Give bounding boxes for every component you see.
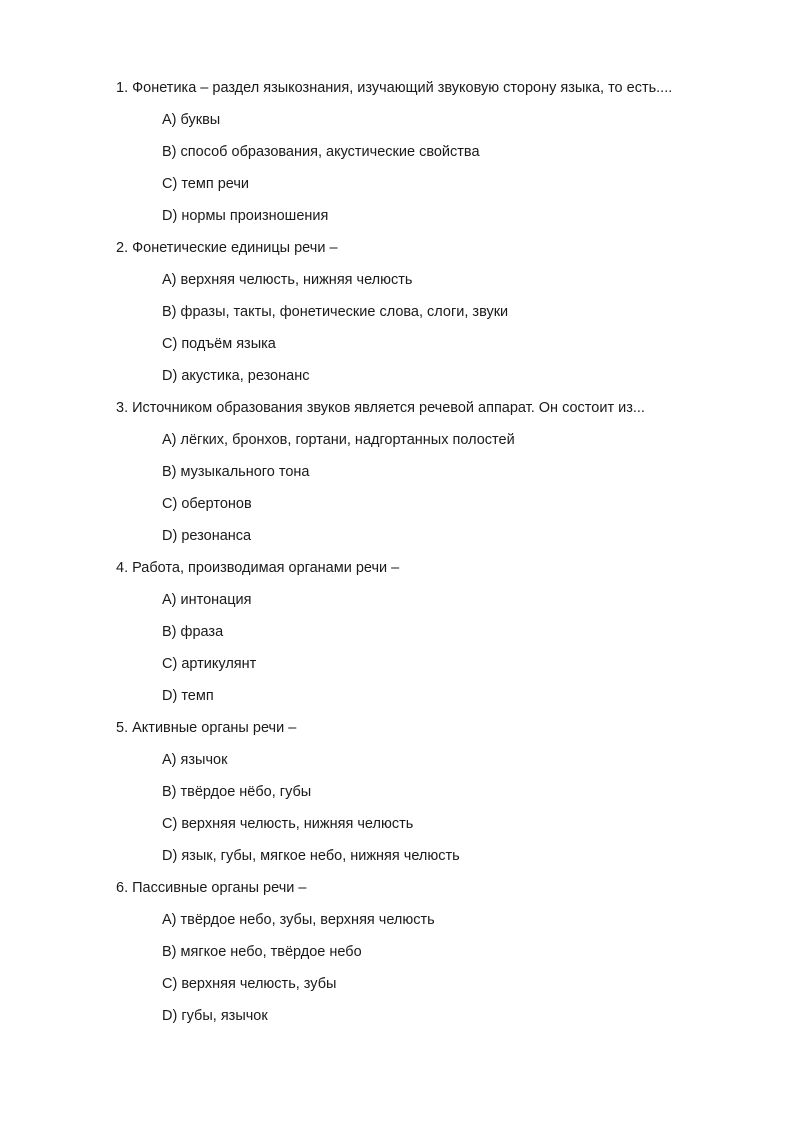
question-text: 6. Пассивные органы речи – [116,880,307,896]
question-block [116,717,756,877]
answer-option: С) подъём языка [162,336,276,352]
question-block [116,557,756,717]
answer-option: В) способ образования, акустические свойства [162,144,480,160]
answer-option: А) верхняя челюсть, нижняя челюсть [162,272,413,288]
answer-option: D) язык, губы, мягкое небо, нижняя челюсть [162,848,460,864]
answer-option: А) буквы [162,112,221,128]
answer-option: В) музыкального тона [162,464,310,480]
answer-option: С) обертонов [162,496,252,512]
answer-option: А) язычок [162,752,228,768]
question-block [116,237,756,397]
answer-option: D) акустика, резонанс [162,368,310,384]
answer-option: D) губы, язычок [162,1008,268,1024]
answer-option: С) верхняя челюсть, нижняя челюсть [162,816,414,832]
answer-option: С) артикулянт [162,656,257,672]
answer-option: С) верхняя челюсть, зубы [162,976,337,992]
answer-option: В) фразы, такты, фонетические слова, слоги, звуки [162,304,509,320]
answer-option: D) нормы произношения [162,208,329,224]
question-text: 4. Работа, производимая органами речи – [116,560,400,576]
question-block [116,77,756,237]
answer-option: С) темп речи [162,176,250,192]
answer-option: D) резонанса [162,528,252,544]
answer-option: А) интонация [162,592,252,608]
question-text: 2. Фонетические единицы речи – [116,240,338,256]
question-text: 1. Фонетика – раздел языкознания, изучающий звуковую сторону языка, то есть.... [116,80,673,96]
question-text: 5. Активные органы речи – [116,720,297,736]
answer-option: В) мягкое небо, твёрдое небо [162,944,362,960]
question-block [116,877,756,1037]
answer-option: А) твёрдое небо, зубы, верхняя челюсть [162,912,435,928]
quiz-list [116,77,756,1037]
answer-option: А) лёгких, бронхов, гортани, надгортанных полостей [162,432,515,448]
question-block [116,397,756,557]
answer-option: В) твёрдое нёбо, губы [162,784,312,800]
answer-option: D) темп [162,688,214,704]
question-text: 3. Источником образования звуков является речевой аппарат. Он состоит из... [116,400,645,416]
answer-option: В) фраза [162,624,224,640]
